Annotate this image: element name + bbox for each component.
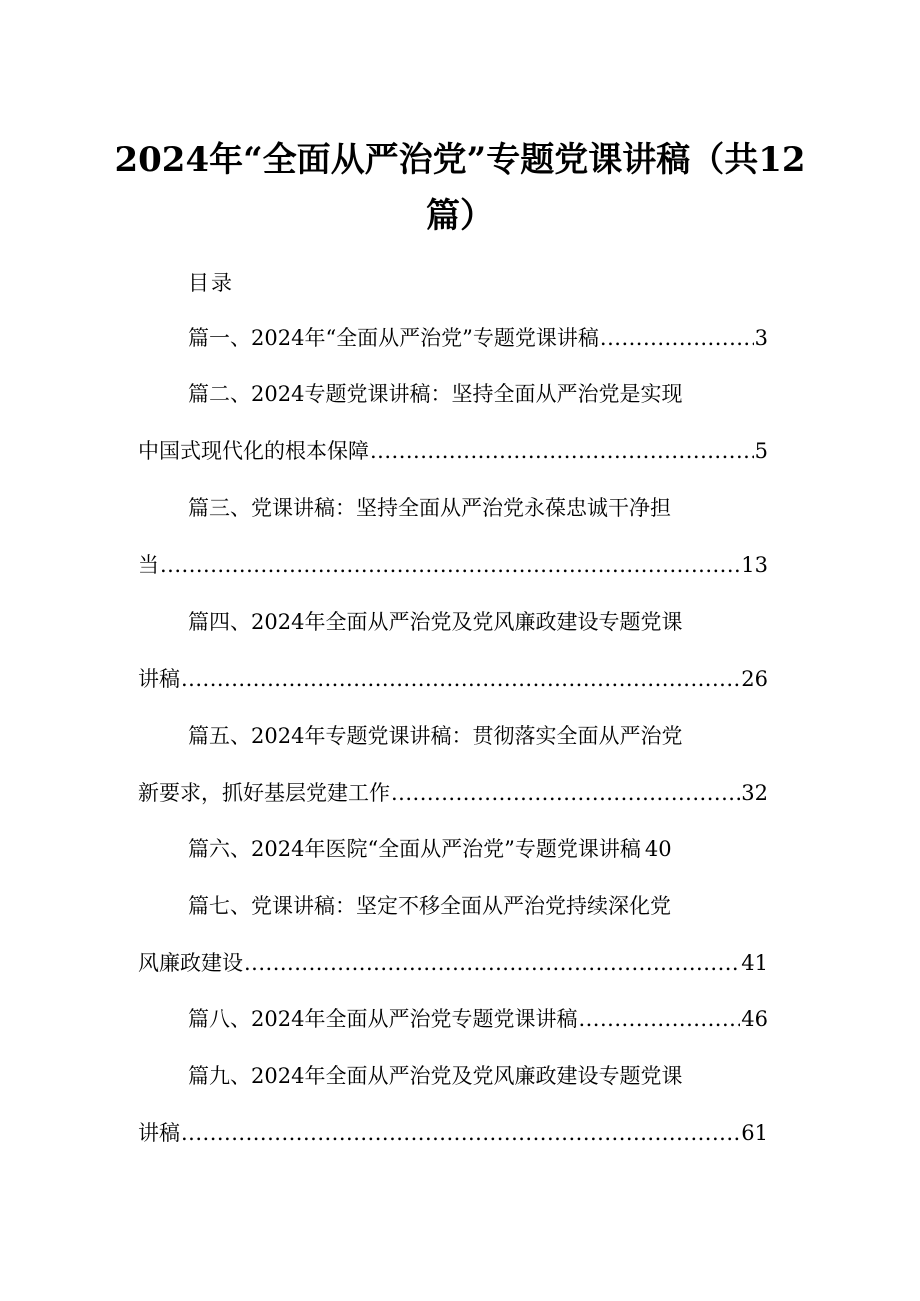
- toc-entry-5[interactable]: [188, 719, 682, 753]
- toc-entry-title-continued: 新要求，抓好基层党建工作: [138, 781, 390, 805]
- toc-entry-7-continuation[interactable]: [138, 946, 768, 980]
- toc-heading: 目录: [188, 271, 234, 295]
- toc-entry-title-continued: 讲稿: [138, 1121, 180, 1145]
- toc-entry-4-continuation[interactable]: [138, 662, 768, 696]
- toc-entry-2[interactable]: [188, 377, 682, 411]
- toc-entry-5-continuation[interactable]: [138, 776, 768, 810]
- toc-entry-page: 26: [741, 667, 768, 691]
- toc-entry-page: 5: [754, 439, 768, 463]
- toc-entry-7[interactable]: [188, 889, 671, 923]
- toc-entry-title: 篇八、2024年全面从严治党专题党课讲稿: [188, 1007, 578, 1031]
- toc-entry-page: 40: [644, 837, 672, 861]
- toc-entry-title: 篇五、2024年专题党课讲稿：贯彻落实全面从严治党: [188, 724, 683, 748]
- dot-leader: [600, 321, 754, 355]
- toc-entry-title: 篇六、2024年医院“全面从严治党”专题党课讲稿: [188, 837, 641, 861]
- toc-entry-title-continued: 风廉政建设: [138, 951, 243, 975]
- dot-leader: [181, 1116, 740, 1150]
- toc-entry-page: 32: [741, 781, 768, 805]
- toc-entry-title: 篇二、2024专题党课讲稿：坚持全面从严治党是实现: [188, 382, 683, 406]
- toc-entry-title-continued: 中国式现代化的根本保障: [138, 439, 369, 463]
- toc-entry-1[interactable]: [188, 321, 768, 355]
- toc-entry-3-continuation[interactable]: [138, 548, 768, 582]
- toc-entry-page: 41: [741, 951, 768, 975]
- toc-entry-9[interactable]: [188, 1059, 682, 1093]
- dot-leader: [578, 1002, 740, 1036]
- toc-entry-title-continued: 讲稿: [138, 667, 180, 691]
- toc-entry-4[interactable]: [188, 605, 682, 639]
- dot-leader: [244, 946, 740, 980]
- dot-leader: [160, 548, 740, 582]
- toc-entry-8[interactable]: [188, 1002, 768, 1036]
- dot-leader: [370, 434, 754, 468]
- toc-entry-3[interactable]: [188, 491, 671, 525]
- toc-entry-9-continuation[interactable]: [138, 1116, 768, 1150]
- toc-entry-title: 篇三、党课讲稿：坚持全面从严治党永葆忠诚干净担: [188, 496, 671, 520]
- dot-leader: [391, 776, 740, 810]
- toc-entry-page: 3: [754, 326, 768, 350]
- toc-entry-6[interactable]: [188, 832, 672, 866]
- toc-entry-title: 篇四、2024年全面从严治党及党风廉政建设专题党课: [188, 610, 683, 634]
- toc-entry-page: 61: [741, 1121, 768, 1145]
- toc-entry-page: 46: [741, 1007, 768, 1031]
- toc-entry-title: 篇九、2024年全面从严治党及党风廉政建设专题党课: [188, 1064, 683, 1088]
- toc-entry-2-continuation[interactable]: [138, 434, 768, 468]
- dot-leader: [181, 662, 740, 696]
- toc-entry-title: 篇七、党课讲稿：坚定不移全面从严治党持续深化党: [188, 894, 671, 918]
- toc-entry-title: 篇一、2024年“全面从严治党”专题党课讲稿: [188, 326, 599, 350]
- toc-entry-title-continued: 当: [138, 553, 159, 577]
- document-title: 2024年“全面从严治党”专题党课讲稿（共12篇）: [114, 140, 806, 236]
- toc-entry-page: 13: [741, 553, 768, 577]
